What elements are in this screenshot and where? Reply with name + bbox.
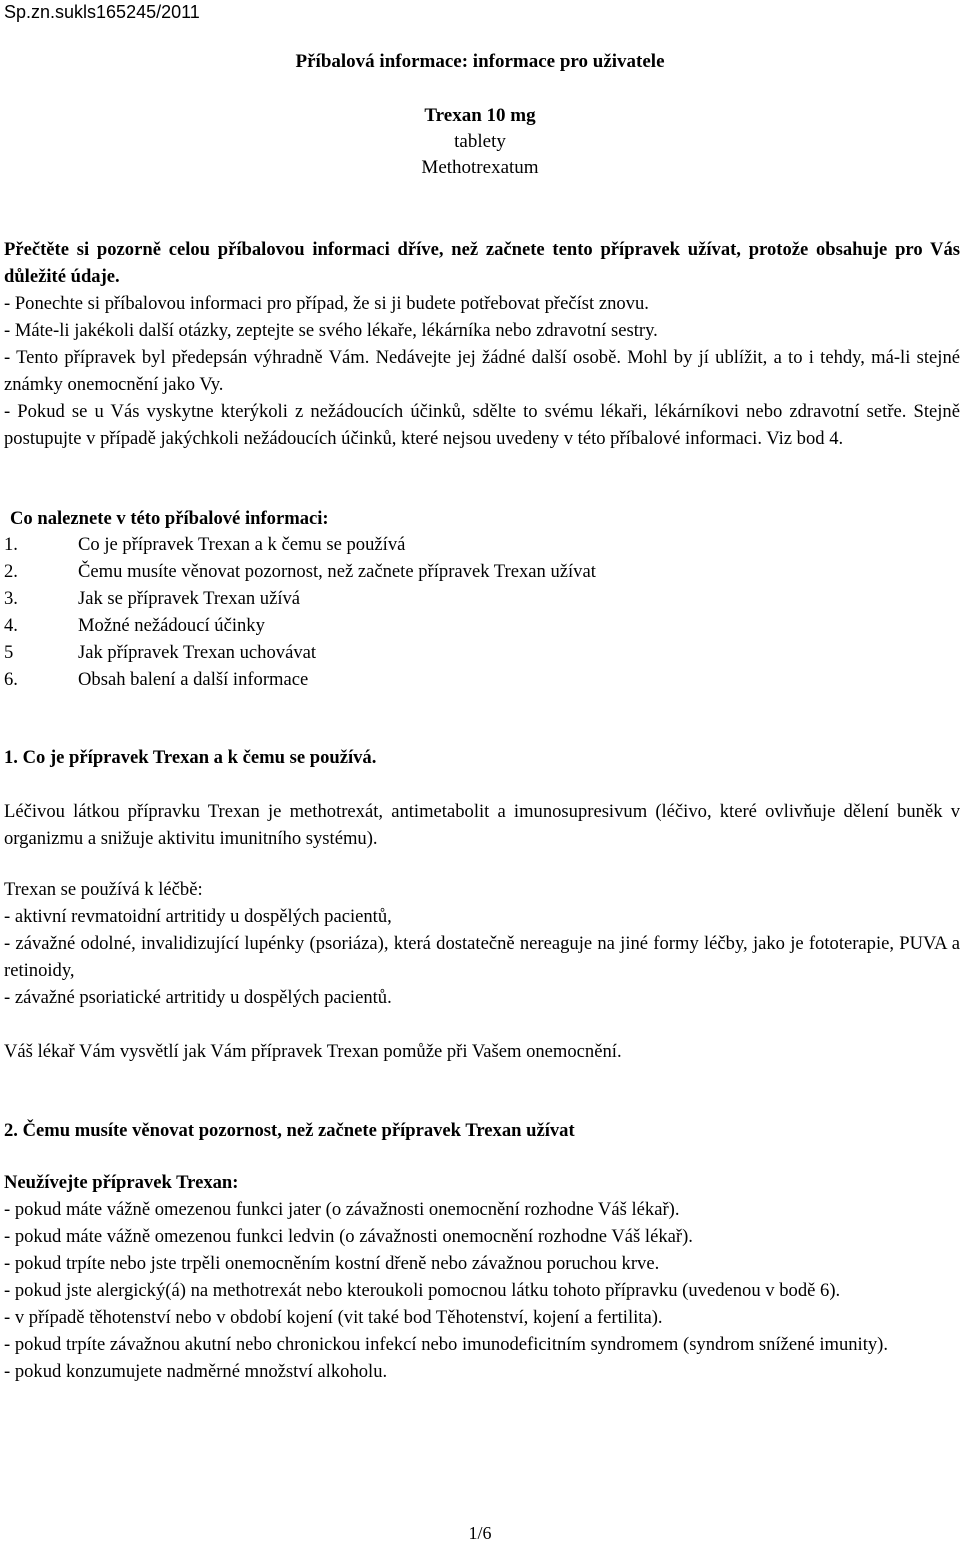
toc-item-text: Co je přípravek Trexan a k čemu se používá: [78, 534, 406, 555]
contraindication-item: - pokud trpíte závažnou akutní nebo chronickou infekcí nebo imunodeficitním syndromem (syndrom snížené imunity).: [4, 1334, 889, 1355]
read-carefully-notice: Přečtěte si pozorně celou příbalovou informaci dříve, než začnete tento přípravek užívat, protože obsahuje pro Vás důležité údaje.: [4, 239, 960, 287]
section-2-subheading: Neužívejte přípravek Trexan:: [4, 1172, 239, 1193]
doctor-note: Váš lékař Vám vysvětlí jak Vám přípravek Trexan pomůže při Vašem onemocnění.: [4, 1041, 622, 1062]
toc-item-text: Jak se přípravek Trexan užívá: [78, 588, 301, 609]
toc-heading: Co naleznete v této příbalové informaci:: [10, 508, 329, 529]
intro-bullet: - Máte-li jakékoli další otázky, zeptejte se svého lékaře, lékárníka nebo zdravotní sestry.: [4, 320, 658, 341]
toc-item: [4, 531, 960, 558]
toc-item-number: 5: [4, 642, 14, 663]
contraindication-item: - pokud máte vážně omezenou funkci jater (o závažnosti onemocnění rozhodne Váš lékař).: [4, 1199, 680, 1220]
toc-item-text: Možné nežádoucí účinky: [78, 615, 265, 636]
uses-intro: Trexan se používá k léčbě:: [4, 879, 203, 900]
use-item: - závažné psoriatické artritidy u dospělých pacientů.: [4, 987, 392, 1008]
intro-bullet-list: [4, 290, 960, 452]
toc-item: [4, 585, 960, 612]
toc-item: [4, 612, 960, 639]
contraindication-item: - pokud jste alergický(á) na methotrexát nebo kteroukoli pomocnou látku tohoto přípravku (uvedenou v bodě 6).: [4, 1280, 841, 1301]
page-number: 1/6: [468, 1523, 492, 1543]
toc-item-number: 4.: [4, 615, 18, 636]
leaflet-title: Příbalová informace: informace pro uživatele: [295, 51, 665, 72]
toc-item: [4, 558, 960, 585]
contraindication-item: - pokud konzumujete nadměrné množství alkoholu.: [4, 1361, 388, 1382]
intro-bullet: - Ponechte si příbalovou informaci pro případ, že si ji budete potřebovat přečíst znovu.: [4, 293, 649, 314]
contraindication-list: [4, 1196, 960, 1385]
product-name: Trexan 10 mg: [424, 105, 536, 126]
toc-item: [4, 666, 960, 693]
section-1-description: Léčivou látkou přípravku Trexan je methotrexát, antimetabolit a imunosupresivum (léčivo, které ovlivňuje dělení buněk v organizmu a snižuje aktivitu imunitního systému).: [4, 801, 960, 849]
intro-bullet: - Pokud se u Vás vyskytne kterýkoli z nežádoucích účinků, sdělte to svému lékaři, lékárníkovi nebo zdravotní setře. Stejně postupujte v případě jakýchkoli nežádoucích účinků, které nejsou uvedeny v této příbalové informaci. Viz bod 4.: [4, 401, 960, 449]
toc-item-text: Obsah balení a další informace: [78, 669, 309, 690]
contraindication-item: - pokud trpíte nebo jste trpěli onemocněním kostní dřeně nebo závažnou poruchou krve.: [4, 1253, 660, 1274]
toc-item-number: 3.: [4, 588, 18, 609]
toc-item-number: 6.: [4, 669, 18, 690]
reference-number: Sp.zn.sukls165245/2011: [4, 2, 200, 22]
active-substance: Methotrexatum: [421, 157, 539, 178]
contraindication-item: - pokud máte vážně omezenou funkci ledvin (o závažnosti onemocnění rozhodne Váš lékař).: [4, 1226, 693, 1247]
toc-item-number: 1.: [4, 534, 18, 555]
section-2-heading: 2. Čemu musíte věnovat pozornost, než začnete přípravek Trexan užívat: [4, 1120, 575, 1141]
use-item: - závažné odolné, invalidizující lupénky (psoriáza), která dostatečně nereaguje na jiné formy léčby, jako je fototerapie, PUVA a retinoidy,: [4, 933, 960, 981]
section-1-uses: [4, 876, 960, 1011]
toc-item-text: Jak přípravek Trexan uchovávat: [78, 642, 317, 663]
contraindication-item: - v případě těhotenství nebo v období kojení (vit také bod Těhotenství, kojení a fertilita).: [4, 1307, 663, 1328]
intro-bullet: - Tento přípravek byl předepsán výhradně Vám. Nedávejte jej žádné další osobě. Mohl by jí ublížit, a to i tehdy, má-li stejné známky onemocnění jako Vy.: [4, 347, 960, 395]
table-of-contents: [4, 531, 960, 693]
use-item: - aktivní revmatoidní artritidy u dospělých pacientů,: [4, 906, 392, 927]
toc-item-number: 2.: [4, 561, 18, 582]
product-form: tablety: [454, 131, 506, 152]
toc-item: [4, 639, 960, 666]
toc-item-text: Čemu musíte věnovat pozornost, než začnete přípravek Trexan užívat: [78, 561, 596, 582]
section-1-heading: 1. Co je přípravek Trexan a k čemu se používá.: [4, 747, 377, 768]
